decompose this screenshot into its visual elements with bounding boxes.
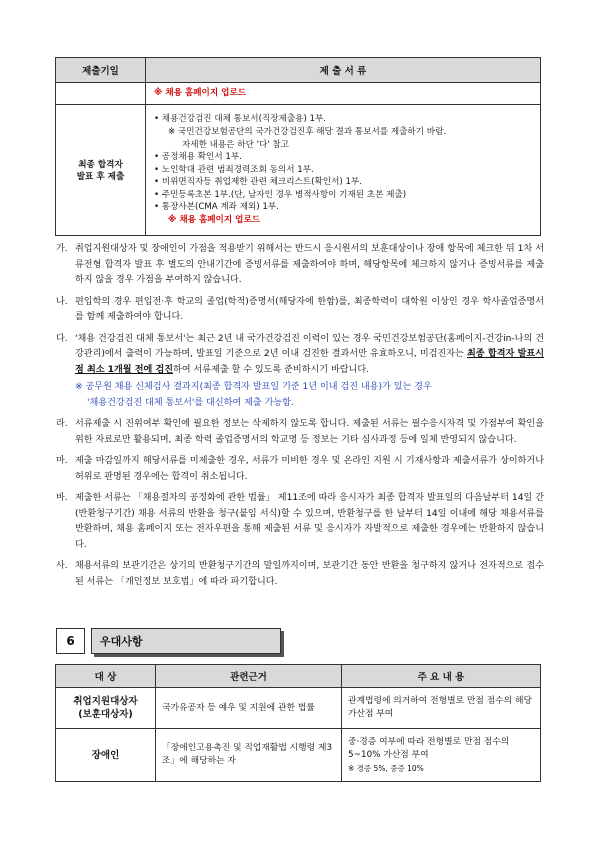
- homepage-upload-note: ※ 채용 홈페이지 업로드: [154, 88, 247, 99]
- list-item: • 공정채용 확인서 1부.: [154, 152, 242, 163]
- paragraph-label: 라.: [56, 419, 68, 429]
- paragraph-label: 바.: [56, 493, 68, 503]
- section-heading: [56, 628, 281, 654]
- basis-cell: 「장애인고용촉진 및 직업재활법 시행령 제3조」에 해당하는 자: [156, 729, 342, 782]
- table-row: [56, 83, 541, 105]
- homepage-upload-note: ※ 채용 홈페이지 업로드: [168, 215, 261, 226]
- section-title: 우대사항: [91, 628, 281, 654]
- paragraph-label: 가.: [56, 244, 68, 254]
- target-cell: [56, 688, 156, 729]
- paragraph-sa: [56, 559, 544, 590]
- table-row: [56, 688, 541, 729]
- preference-table: [55, 664, 541, 782]
- paragraph-label: 사.: [56, 561, 68, 571]
- list-item: 자세한 내용은 하단 '다' 참고: [182, 139, 289, 150]
- table-header-row: [56, 58, 541, 83]
- paragraph-label: 나.: [56, 296, 68, 307]
- list-item: • 채용건강검진 대체 통보서(직장제출용) 1부.: [154, 114, 327, 125]
- paragraph-text-before: '채용 건강검진 대체 통보서'는 최근 2년 내 국가건강검진 이력이 있는 경우 국민건강보험공단(홈페이지-건강in-나의 건강관리)에서 출력이 가능하며, 발표일 기준으로 2년 이내 검진한 결과서만 유효하오니, 미검진자는: [75, 333, 544, 359]
- paragraph-na: [56, 295, 544, 326]
- header-basis: 관련근거: [156, 665, 342, 688]
- paragraph-text: 제출한 서류는 「채용절차의 공정화에 관한 법률」 제11조에 따라 응시자가 최종 합격자 발표일의 다음날부터 14일 간(반환청구기간) 채용 서류의 반환을 청구(붙임 서식)할 수 있으며, 반환청구를 한 날부터 14일 이내에 해당 채용서류를 반환하며, 채용 홈페이지 또는 전자우편을 통해 제출된 서류 및 응시자가 자발적으로 제출한 경우에는 반환하지 않습니다.: [75, 493, 544, 550]
- list-item: • 통장사본(CMA 계좌 제외) 1부.: [154, 202, 279, 213]
- notice-paragraphs: [56, 242, 544, 596]
- list-item: • 비위면직자등 취업제한 관련 체크리스트(확인서) 1부.: [154, 177, 362, 188]
- target-line1: 취업지원대상자: [73, 696, 138, 707]
- empty-cell: [56, 83, 146, 105]
- list-item: ※ 국민건강보험공단의 국가건강검진후 해당 결과 통보서를 제출하기 바람.: [168, 126, 447, 137]
- paragraph-text: 취업지원대상자 및 장애인이 가점을 적용받기 위해서는 반드시 응시원서의 보훈대상이나 장애 항목에 체크한 뒤 1차 서류전형 합격자 발표 후 별도의 안내기간에 증빙서류를 제출하여야 하며, 해당항목에 체크하지 않거나 증빙서류를 제출하지 않을 경우 가점을 부여하지 않습니다.: [75, 244, 544, 285]
- paragraph-ga: [56, 242, 544, 289]
- target-cell: [56, 729, 156, 782]
- paragraph-text-after: 하여 서류제출 할 수 있도록 준비하시기 바랍니다.: [173, 364, 369, 375]
- paragraph-da: [56, 332, 544, 379]
- paragraph-ba: [56, 491, 544, 553]
- basis-cell: 국가유공자 등 예우 및 지원에 관한 법률: [156, 688, 342, 729]
- note-line2: '채용건강검진 대체 통보서'를 대신하여 제출 가능함.: [87, 397, 294, 408]
- list-item: • 주민등록초본 1부.(단, 남자인 경우 병적사항이 기재된 초본 제출): [154, 189, 407, 200]
- upload-cell: [146, 83, 541, 105]
- target-line1: 장애인: [91, 749, 120, 761]
- paragraph-text: 채용서류의 보관기간은 상기의 반환청구기간의 말일까지이며, 보관기간 동안 반환을 청구하지 않거나 전자적으로 접수된 서류는 「개인정보 보호법」에 따라 파기합니다.: [75, 561, 544, 587]
- required-documents-table: [55, 57, 541, 236]
- final-documents-list: [146, 105, 541, 236]
- list-item: • 노인학대 관련 범죄경력조회 동의서 1부.: [154, 164, 314, 175]
- paragraph-text: 편입학의 경우 편입전·후 학교의 졸업(학적)증명서(해당자에 한함)를, 최종학력이 대학원 이상인 경우 학사졸업증명서를 함께 제출하여야 합니다.: [75, 296, 544, 322]
- final-pass-label-cell: [56, 105, 146, 236]
- paragraph-label: 다.: [56, 333, 68, 344]
- header-content: 주 요 내 용: [342, 665, 541, 688]
- header-submission-date: 제출기일: [56, 58, 146, 83]
- content-note: ※ 경증 5%, 중증 10%: [348, 763, 424, 773]
- final-pass-label-line2: 발표 후 제출: [76, 172, 125, 182]
- paragraph-emphasis: 최종 합격자 발표시점 최소 1개월 전에 검진: [75, 349, 545, 375]
- header-documents: 제 출 서 류: [146, 58, 541, 83]
- target-line2: (보훈대상자): [78, 709, 133, 720]
- section-number: 6: [56, 628, 85, 654]
- table-row: [56, 105, 541, 236]
- content-cell: [342, 729, 541, 782]
- header-target: 대 상: [56, 665, 156, 688]
- table-header-row: [56, 665, 541, 688]
- final-pass-label-line1: 최종 합격자: [78, 160, 123, 170]
- paragraph-text: [75, 332, 544, 379]
- content-text: 중·경증 여부에 따라 전형별로 만점 점수의 5~10% 가산점 부여: [348, 736, 510, 760]
- paragraph-text: 제출 마감일까지 해당서류를 미제출한 경우, 서류가 미비한 경우 및 온라인 지원 시 기재사항과 제출서류가 상이하거나 허위로 판명된 경우에는 합격이 취소됩니다.: [75, 456, 544, 482]
- paragraph-ra: [56, 417, 544, 448]
- content-cell: 관계법령에 의거하여 전형별로 만점 점수의 해당 가산점 부여: [342, 688, 541, 729]
- paragraph-ma: [56, 454, 544, 485]
- paragraph-text: 서류제출 시 진위여부 확인에 필요한 정보는 삭제하지 않도록 합니다. 제출된 서류는 필수응시자격 및 가점부여 확인을 위한 자료로만 활용되며, 최종 학력 졸업증명서의 학교명 등 정보는 기타 심사과정 등에 일체 반영되지 않습니다.: [75, 419, 544, 445]
- civil-servant-exam-note: [56, 380, 544, 411]
- table-row: [56, 729, 541, 782]
- note-line1: ※ 공무원 채용 신체검사 결과지(최종 합격자 발표일 기준 1년 이내 검진 내용)가 있는 경우: [75, 382, 432, 392]
- paragraph-label: 마.: [56, 456, 68, 466]
